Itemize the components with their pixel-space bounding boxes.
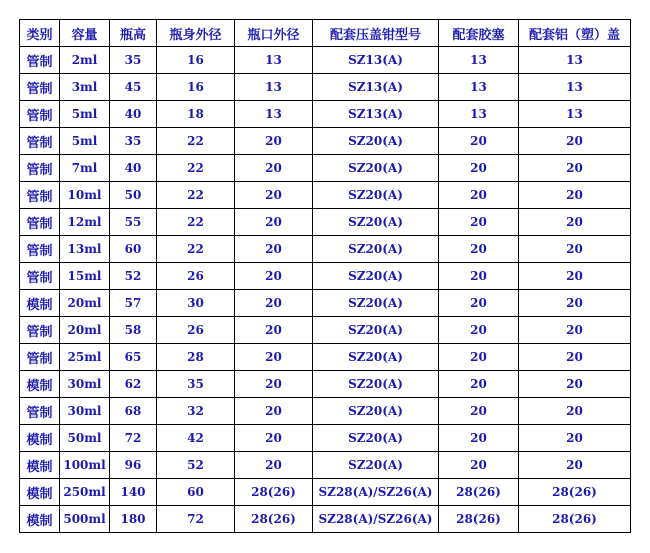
cell-capacity: 15ml [60, 263, 110, 290]
cell-mouth-diameter: 13 [235, 74, 313, 101]
table-row [20, 74, 631, 101]
cell-mouth-diameter: 20 [235, 425, 313, 452]
cell-type: 模制 [20, 452, 60, 479]
table-row [20, 236, 631, 263]
cell-stopper: 28(26) [439, 479, 519, 506]
cell-cap: 13 [519, 47, 631, 74]
cell-type: 管制 [20, 101, 60, 128]
cell-cap: 20 [519, 317, 631, 344]
cell-bottle-height: 60 [110, 236, 157, 263]
cell-body-diameter: 72 [157, 506, 235, 533]
table-row [20, 371, 631, 398]
cell-bottle-height: 57 [110, 290, 157, 317]
cell-crimper-model: SZ20(A) [313, 182, 439, 209]
cell-mouth-diameter: 20 [235, 344, 313, 371]
cell-type: 管制 [20, 128, 60, 155]
cell-crimper-model: SZ13(A) [313, 47, 439, 74]
cell-body-diameter: 32 [157, 398, 235, 425]
cell-capacity: 100ml [60, 452, 110, 479]
table-row [20, 47, 631, 74]
cell-crimper-model: SZ20(A) [313, 317, 439, 344]
table-row [20, 344, 631, 371]
cell-bottle-height: 40 [110, 101, 157, 128]
cell-mouth-diameter: 13 [235, 47, 313, 74]
cell-crimper-model: SZ28(A)/SZ26(A) [313, 506, 439, 533]
cell-type: 管制 [20, 398, 60, 425]
cell-cap: 20 [519, 398, 631, 425]
cell-capacity: 5ml [60, 128, 110, 155]
cell-body-diameter: 42 [157, 425, 235, 452]
cell-bottle-height: 52 [110, 263, 157, 290]
table-row [20, 155, 631, 182]
vial-spec-table [19, 19, 631, 533]
cell-type: 管制 [20, 74, 60, 101]
cell-capacity: 50ml [60, 425, 110, 452]
table-row [20, 263, 631, 290]
cell-body-diameter: 18 [157, 101, 235, 128]
cell-bottle-height: 58 [110, 317, 157, 344]
cell-capacity: 250ml [60, 479, 110, 506]
cell-type: 模制 [20, 479, 60, 506]
cell-bottle-height: 62 [110, 371, 157, 398]
cell-cap: 20 [519, 452, 631, 479]
table-row [20, 506, 631, 533]
cell-type: 模制 [20, 290, 60, 317]
cell-body-diameter: 28 [157, 344, 235, 371]
cell-capacity: 25ml [60, 344, 110, 371]
cell-stopper: 20 [439, 182, 519, 209]
cell-body-diameter: 22 [157, 182, 235, 209]
cell-bottle-height: 50 [110, 182, 157, 209]
cell-mouth-diameter: 13 [235, 101, 313, 128]
header-capacity: 容量 [60, 20, 110, 47]
cell-type: 管制 [20, 209, 60, 236]
cell-crimper-model: SZ13(A) [313, 101, 439, 128]
table-row [20, 182, 631, 209]
cell-capacity: 20ml [60, 317, 110, 344]
cell-bottle-height: 55 [110, 209, 157, 236]
cell-mouth-diameter: 20 [235, 317, 313, 344]
cell-bottle-height: 140 [110, 479, 157, 506]
cell-type: 模制 [20, 506, 60, 533]
cell-stopper: 20 [439, 128, 519, 155]
cell-cap: 20 [519, 263, 631, 290]
cell-bottle-height: 68 [110, 398, 157, 425]
cell-stopper: 20 [439, 263, 519, 290]
cell-stopper: 20 [439, 155, 519, 182]
header-bottle-height: 瓶高 [110, 20, 157, 47]
cell-cap: 28(26) [519, 479, 631, 506]
cell-capacity: 30ml [60, 371, 110, 398]
cell-capacity: 7ml [60, 155, 110, 182]
cell-mouth-diameter: 20 [235, 128, 313, 155]
cell-type: 模制 [20, 371, 60, 398]
cell-mouth-diameter: 28(26) [235, 479, 313, 506]
header-stopper: 配套胶塞 [439, 20, 519, 47]
cell-crimper-model: SZ20(A) [313, 128, 439, 155]
table-row [20, 398, 631, 425]
cell-cap: 13 [519, 101, 631, 128]
cell-stopper: 20 [439, 317, 519, 344]
table-body [20, 47, 631, 533]
table-header-row [20, 20, 631, 47]
cell-body-diameter: 60 [157, 479, 235, 506]
cell-stopper: 13 [439, 47, 519, 74]
table-row [20, 452, 631, 479]
cell-cap: 20 [519, 371, 631, 398]
cell-crimper-model: SZ20(A) [313, 344, 439, 371]
cell-crimper-model: SZ20(A) [313, 398, 439, 425]
cell-capacity: 500ml [60, 506, 110, 533]
cell-crimper-model: SZ13(A) [313, 74, 439, 101]
cell-body-diameter: 22 [157, 155, 235, 182]
cell-mouth-diameter: 20 [235, 236, 313, 263]
cell-mouth-diameter: 20 [235, 209, 313, 236]
cell-stopper: 20 [439, 236, 519, 263]
cell-type: 管制 [20, 182, 60, 209]
cell-mouth-diameter: 20 [235, 155, 313, 182]
table-row [20, 425, 631, 452]
cell-body-diameter: 22 [157, 209, 235, 236]
cell-mouth-diameter: 20 [235, 290, 313, 317]
cell-stopper: 13 [439, 74, 519, 101]
cell-cap: 28(26) [519, 506, 631, 533]
cell-capacity: 30ml [60, 398, 110, 425]
table-row [20, 101, 631, 128]
cell-crimper-model: SZ20(A) [313, 452, 439, 479]
cell-mouth-diameter: 20 [235, 398, 313, 425]
cell-type: 管制 [20, 236, 60, 263]
cell-stopper: 20 [439, 425, 519, 452]
cell-stopper: 28(26) [439, 506, 519, 533]
cell-type: 管制 [20, 47, 60, 74]
cell-cap: 20 [519, 128, 631, 155]
header-crimper-model: 配套压盖钳型号 [313, 20, 439, 47]
header-body-diameter: 瓶身外径 [157, 20, 235, 47]
cell-crimper-model: SZ20(A) [313, 290, 439, 317]
cell-body-diameter: 26 [157, 317, 235, 344]
cell-type: 模制 [20, 425, 60, 452]
cell-mouth-diameter: 20 [235, 371, 313, 398]
cell-cap: 20 [519, 290, 631, 317]
cell-type: 管制 [20, 317, 60, 344]
cell-stopper: 20 [439, 209, 519, 236]
cell-cap: 20 [519, 425, 631, 452]
cell-cap: 13 [519, 74, 631, 101]
cell-bottle-height: 35 [110, 128, 157, 155]
cell-capacity: 13ml [60, 236, 110, 263]
cell-crimper-model: SZ20(A) [313, 236, 439, 263]
cell-bottle-height: 40 [110, 155, 157, 182]
cell-stopper: 20 [439, 398, 519, 425]
cell-cap: 20 [519, 155, 631, 182]
cell-crimper-model: SZ20(A) [313, 425, 439, 452]
cell-bottle-height: 96 [110, 452, 157, 479]
cell-stopper: 20 [439, 452, 519, 479]
cell-crimper-model: SZ20(A) [313, 209, 439, 236]
cell-stopper: 20 [439, 290, 519, 317]
cell-capacity: 20ml [60, 290, 110, 317]
cell-body-diameter: 35 [157, 371, 235, 398]
header-mouth-diameter: 瓶口外径 [235, 20, 313, 47]
table-row [20, 128, 631, 155]
cell-mouth-diameter: 20 [235, 263, 313, 290]
cell-capacity: 2ml [60, 47, 110, 74]
cell-bottle-height: 72 [110, 425, 157, 452]
cell-body-diameter: 22 [157, 236, 235, 263]
cell-cap: 20 [519, 182, 631, 209]
cell-bottle-height: 65 [110, 344, 157, 371]
cell-stopper: 13 [439, 101, 519, 128]
cell-crimper-model: SZ20(A) [313, 155, 439, 182]
cell-type: 管制 [20, 344, 60, 371]
table-row [20, 479, 631, 506]
header-cap: 配套铝（塑）盖 [519, 20, 631, 47]
cell-capacity: 3ml [60, 74, 110, 101]
cell-body-diameter: 22 [157, 128, 235, 155]
cell-capacity: 5ml [60, 101, 110, 128]
cell-capacity: 12ml [60, 209, 110, 236]
cell-mouth-diameter: 20 [235, 182, 313, 209]
cell-body-diameter: 16 [157, 47, 235, 74]
cell-bottle-height: 180 [110, 506, 157, 533]
spec-table-container [19, 19, 631, 533]
cell-cap: 20 [519, 209, 631, 236]
cell-body-diameter: 26 [157, 263, 235, 290]
cell-bottle-height: 45 [110, 74, 157, 101]
cell-stopper: 20 [439, 344, 519, 371]
cell-type: 管制 [20, 263, 60, 290]
cell-crimper-model: SZ20(A) [313, 371, 439, 398]
cell-mouth-diameter: 28(26) [235, 506, 313, 533]
table-row [20, 317, 631, 344]
cell-cap: 20 [519, 344, 631, 371]
cell-stopper: 20 [439, 371, 519, 398]
header-type: 类别 [20, 20, 60, 47]
cell-body-diameter: 30 [157, 290, 235, 317]
cell-body-diameter: 16 [157, 74, 235, 101]
cell-crimper-model: SZ20(A) [313, 263, 439, 290]
cell-bottle-height: 35 [110, 47, 157, 74]
cell-type: 管制 [20, 155, 60, 182]
table-row [20, 290, 631, 317]
cell-body-diameter: 52 [157, 452, 235, 479]
table-row [20, 209, 631, 236]
cell-crimper-model: SZ28(A)/SZ26(A) [313, 479, 439, 506]
cell-capacity: 10ml [60, 182, 110, 209]
cell-cap: 20 [519, 236, 631, 263]
cell-mouth-diameter: 20 [235, 452, 313, 479]
